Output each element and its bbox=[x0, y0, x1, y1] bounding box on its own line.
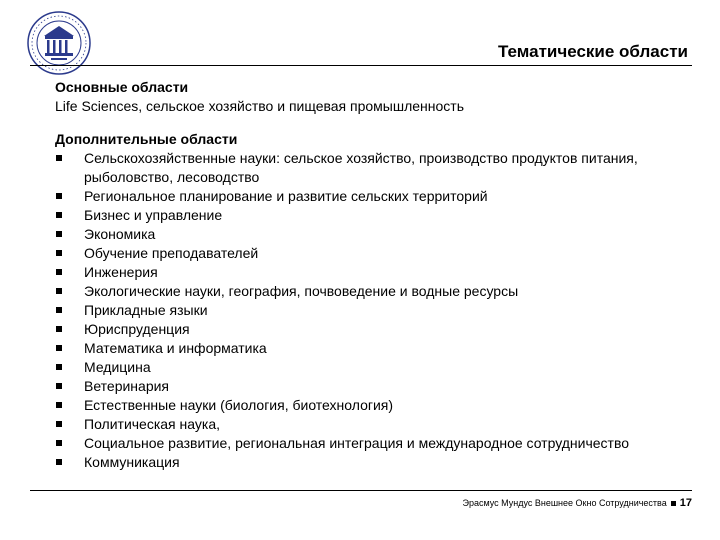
list-item-text: Математика и информатика bbox=[84, 340, 267, 356]
square-bullet-icon bbox=[56, 459, 62, 465]
list-item-text: Инженерия bbox=[84, 264, 158, 280]
square-bullet-icon bbox=[56, 155, 62, 161]
university-seal-logo bbox=[26, 10, 92, 76]
additional-areas-heading: Дополнительные области bbox=[55, 131, 238, 147]
list-item-text: Экологические науки, география, почвоведение и водные ресурсы bbox=[84, 283, 519, 299]
list-item bbox=[55, 396, 695, 415]
list-item-text: Естественные науки (биология, биотехнология) bbox=[84, 397, 394, 413]
list-item-text: Обучение преподавателей bbox=[84, 245, 259, 261]
list-item-text: Юриспруденция bbox=[84, 321, 190, 337]
header-divider bbox=[30, 65, 692, 66]
list-item bbox=[55, 453, 695, 472]
list-item bbox=[55, 339, 695, 358]
footer bbox=[462, 497, 692, 509]
square-bullet-icon bbox=[56, 231, 62, 237]
list-item bbox=[55, 244, 695, 263]
main-areas-text: Life Sciences, сельское хозяйство и пищевая промышленность bbox=[55, 98, 465, 114]
list-item-text: Сельскохозяйственные науки: сельское хозяйство, производство продуктов питания, рыболовство, лесоводство bbox=[84, 150, 638, 185]
square-bullet-icon bbox=[56, 345, 62, 351]
main-areas-heading: Основные области bbox=[55, 79, 189, 95]
square-bullet-icon bbox=[56, 250, 62, 256]
square-bullet-icon bbox=[56, 421, 62, 427]
list-item bbox=[55, 434, 695, 453]
square-bullet-icon bbox=[56, 269, 62, 275]
square-bullet-icon bbox=[56, 364, 62, 370]
list-item-text: Социальное развитие, региональная интеграция и международное сотрудничество bbox=[84, 435, 630, 451]
list-item bbox=[55, 206, 695, 225]
slide-content bbox=[55, 78, 695, 472]
list-item bbox=[55, 187, 695, 206]
square-bullet-icon bbox=[56, 193, 62, 199]
list-item-text: Политическая наука, bbox=[84, 416, 221, 432]
square-bullet-icon bbox=[56, 326, 62, 332]
list-item bbox=[55, 415, 695, 434]
list-item bbox=[55, 149, 695, 187]
list-item-text: Экономика bbox=[84, 226, 156, 242]
square-bullet-icon bbox=[56, 212, 62, 218]
list-item bbox=[55, 358, 695, 377]
list-item-text: Бизнес и управление bbox=[84, 207, 223, 223]
list-item-text: Коммуникация bbox=[84, 454, 180, 470]
list-item bbox=[55, 301, 695, 320]
square-bullet-icon bbox=[56, 383, 62, 389]
list-item-text: Медицина bbox=[84, 359, 151, 375]
list-item-text: Региональное планирование и развитие сельских территорий bbox=[84, 188, 488, 204]
list-item bbox=[55, 263, 695, 282]
slide-title: Тематические области bbox=[498, 42, 688, 61]
square-bullet-icon bbox=[56, 307, 62, 313]
square-bullet-icon bbox=[671, 501, 676, 506]
list-item-text: Ветеринария bbox=[84, 378, 170, 394]
list-item-text: Прикладные языки bbox=[84, 302, 208, 318]
list-item bbox=[55, 320, 695, 339]
square-bullet-icon bbox=[56, 440, 62, 446]
footer-text: Эрасмус Мундус Внешнее Окно Сотрудничества bbox=[462, 498, 667, 508]
page-number: 17 bbox=[679, 497, 692, 509]
list-item bbox=[55, 225, 695, 244]
list-item bbox=[55, 282, 695, 301]
square-bullet-icon bbox=[56, 288, 62, 294]
footer-divider bbox=[30, 490, 692, 491]
list-item bbox=[55, 377, 695, 396]
additional-areas-list bbox=[55, 149, 695, 472]
square-bullet-icon bbox=[56, 402, 62, 408]
